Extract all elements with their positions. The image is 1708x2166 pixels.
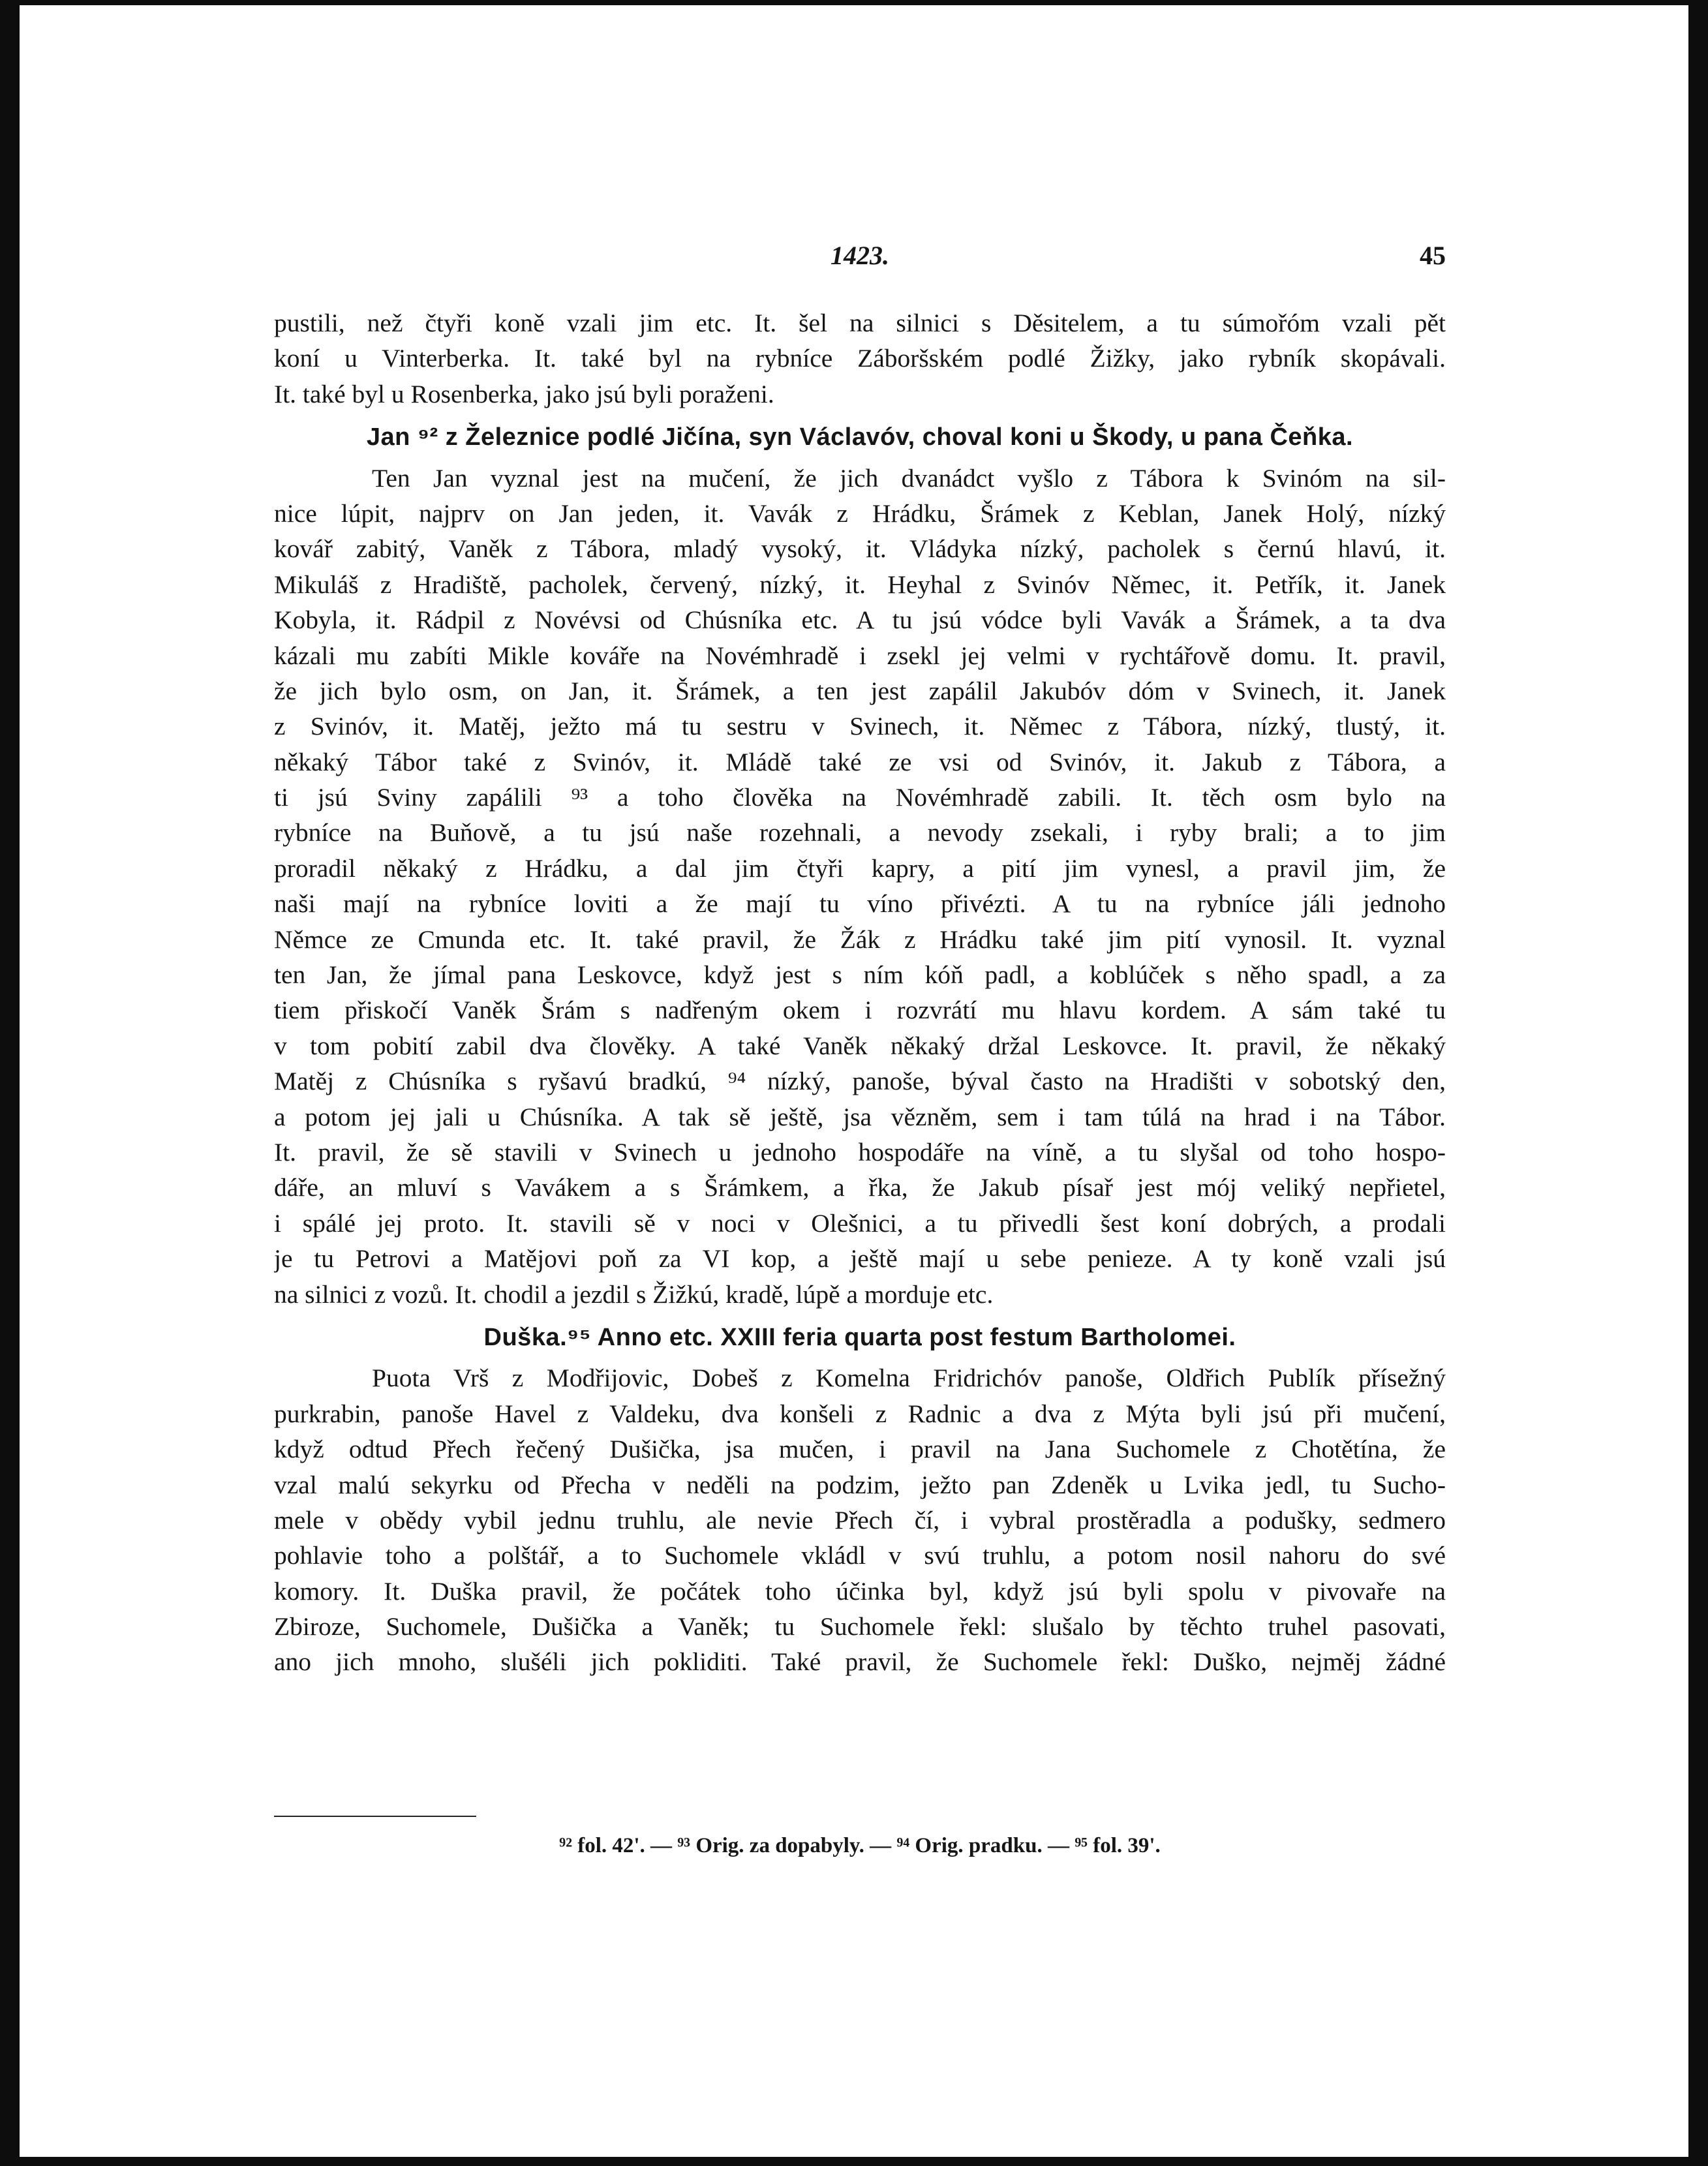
text-line: ti jsú Sviny zapálili ⁹³ a toho člověka na Novémhradě zabili. It. těch osm bylo na [274,783,1446,812]
paragraph-first-line: Puota Vrš z Modřijovic, Dobeš z Komelna Fridrichóv panoše, Oldřich Publík přísežný [372,1364,1446,1393]
footnotes: ⁹² fol. 42'. — ⁹³ Orig. za dopabyly. — ⁹⁴ Orig. pradku. — ⁹⁵ fol. 39'. [559,1834,1161,1857]
text-line: mele v obědy vybil jednu truhlu, ale nevie Přech čí, i vybral prostěradla a podušky, sedmero [274,1505,1446,1534]
text-line: Matěj z Chúsníka s ryšavú bradkú, ⁹⁴ nízký, panoše, býval často na Hradišti v sobotský den, [274,1067,1446,1096]
text-line: It. také byl u Rosenberka, jako jsú byli poraženi. [274,379,774,408]
text-line: komory. It. Duška pravil, že počátek toho účinka byl, když jsú byli spolu v pivovaře na [274,1576,1446,1606]
text-line: když odtud Přech řečený Dušička, jsa mučen, i pravil na Jana Suchomele z Chotětína, že [274,1435,1446,1464]
text-line: z Svinóv, it. Matěj, ježto má tu sestru v Svinech, it. Němec z Tábora, nízký, tlustý, it. [274,712,1446,741]
text-line: kázali mu zabíti Mikle kováře na Novémhradě i zsekl jej velmi v rychtářově domu. It. pravil, [274,641,1446,670]
text-line: a potom jej jali u Chúsníka. A tak sě ještě, jsa vězněm, sem i tam túlá na hrad i na Tábor. [274,1102,1446,1131]
text-line: rybníce na Buňově, a tu jsú naše rozehnali, a nevody zsekali, i ryby brali; a to jim [274,818,1446,847]
text-line: koní u Vinterberka. It. také byl na rybníce Záboršském podlé Žižky, jako rybník skopávali. [274,344,1446,373]
text-line: Kobyla, it. Rádpil z Novévsi od Chúsníka etc. A tu jsú vódce byli Vavák a Šrámek, a ta dva [274,605,1446,635]
text-line: je tu Petrovi a Matějovi poň za VI kop, a ještě mají u sebe penieze. A ty koně vzali jsú [274,1244,1446,1274]
text-line: Zbiroze, Suchomele, Dušička a Vaněk; tu Suchomele řekl: slušalo by těchto truhel pasovati, [274,1612,1446,1641]
text-line: na silnici z vozů. It. chodil a jezdil s Žižkú, kradě, lúpě a morduje etc. [274,1279,994,1309]
text-line: někaký Tábor také z Svinóv, it. Mládě také ze vsi od Svinóv, it. Jakub z Tábora, a [274,747,1446,776]
section-heading: Jan ⁹² z Železnice podlé Jičína, syn Václavóv, choval koni u Škody, u pana Čeňka. [366,423,1354,451]
page-number: 45 [1420,241,1446,270]
paragraph-first-line: Ten Jan vyznal jest na mučení, že jich dvanádct vyšlo z Tábora k Svinóm na sil- [372,463,1446,493]
text-line: pustili, než čtyři koně vzali jim etc. It. šel na silnici s Děsitelem, a tu súmořóm vzali pět [274,309,1446,337]
text-line: v tom pobití zabil dva člověky. A také Vaněk někaký držal Leskovce. It. pravil, že někaký [274,1031,1446,1060]
text-line: ano jich mnoho, slušéli jich pokliditi. Také pravil, že Suchomele řekl: Duško, nejměj žádné [274,1647,1446,1677]
section-heading: Duška.⁹⁵ Anno etc. XXIII feria quarta post festum Bartholomei. [483,1323,1236,1351]
running-head [274,240,1446,273]
body-text [274,305,1446,1680]
text-line: dáře, an mluví s Vavákem a s Šrámkem, a řka, že Jakub písař jest mój veliký nepřietel, [274,1173,1446,1202]
text-line: proradil někaký z Hrádku, a dal jim čtyři kapry, a pití jim vynesl, a pravil jim, že [274,853,1446,883]
text-line: naši mají na rybníce loviti a že mají tu víno přivézti. A tu na rybníce jáli jednoho [274,889,1446,919]
text-line: kovář zabitý, Vaněk z Tábora, mladý vysoký, it. Vládyka nízký, pacholek s černú hlavú, it. [274,534,1446,564]
text-line: It. pravil, že sě stavili v Svinech u jednoho hospodáře na víně, a tu slyšal od toho hospo- [274,1137,1446,1167]
text-line: nice lúpit, najprv on Jan jeden, it. Vavák z Hrádku, Šrámek z Keblan, Janek Holý, nízký [274,498,1446,528]
text-line: i spálé jej proto. It. stavili sě v noci v Olešnici, a tu přivedli šest koní dobrých, a prodali [274,1208,1446,1238]
text-line: Mikuláš z Hradiště, pacholek, červený, nízký, it. Heyhal z Svinóv Němec, it. Petřík, it. Janek [274,570,1446,599]
footnote-rule [274,1816,476,1817]
text-line: pohlavie toho a polštář, a to Suchomele vkládl v svú truhlu, a potom nosil nahoru do své [274,1541,1446,1570]
text-line: purkrabin, panoše Havel z Valdeku, dva konšeli z Radnic a dva z Mýta byli jsú při mučení, [274,1399,1446,1428]
text-line: Němce ze Cmunda etc. It. také pravil, že Žák z Hrádku také jim pití vynosil. It. vyznal [274,924,1446,954]
text-line: ten Jan, že jímal pana Leskovce, když jest s ním kóň padl, a koblúček s něho spadl, a za [274,960,1446,990]
text-line: že jich bylo osm, on Jan, it. Šrámek, a ten jest zapálil Jakubóv dóm v Svinech, it. Janek [274,676,1446,705]
text-line: vzal malú sekyrku od Přecha v neděli na podzim, ježto pan Zdeněk u Lvika jedl, tu Sucho- [274,1470,1446,1499]
running-head-year: 1423. [831,241,889,270]
text-line: tiem přiskočí Vaněk Šrám s nadřeným okem i rozvrátí mu hlavu kordem. A sám také tu [274,996,1446,1025]
